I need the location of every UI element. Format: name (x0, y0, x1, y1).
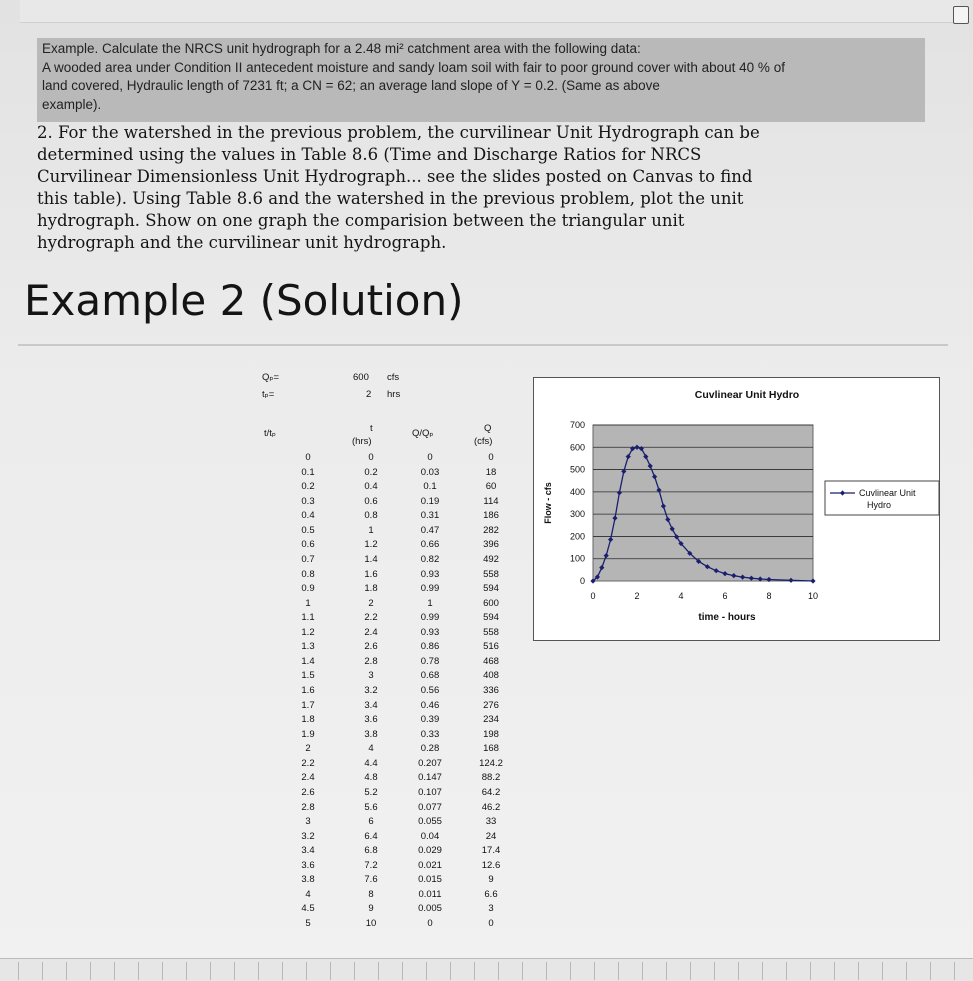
qp-unit: cfs (387, 372, 400, 383)
problem-line-1: 2. For the watershed in the previous problem, the curvilinear Unit Hydrograph can be (37, 123, 760, 142)
cell-q-cfs: 46.2 (481, 801, 501, 813)
strip-divider (930, 962, 931, 980)
cell-q-cfs: 0 (488, 452, 494, 463)
cell-t-over-tp: 3 (305, 816, 311, 828)
cell-t-over-tp: 0.4 (301, 510, 315, 522)
cell-q-over-qp: 0.47 (420, 524, 440, 536)
cell-t-hrs: 4.4 (364, 757, 378, 769)
cell-t-over-tp: 4 (305, 888, 311, 900)
cell-t-hrs: 9 (368, 903, 374, 915)
column-q-cfs (461, 451, 521, 932)
cell-t-hrs: 1.4 (364, 553, 378, 565)
cell-t-over-tp: 2.8 (301, 801, 315, 813)
y-tick-label: 700 (569, 420, 585, 430)
header-q-ratio: Q/Qₚ (412, 428, 434, 439)
cell-t-hrs: 6.8 (364, 845, 378, 857)
bottom-strip (0, 958, 973, 981)
cell-t-hrs: 1.6 (364, 568, 378, 580)
cell-q-over-qp: 0.021 (418, 859, 442, 871)
cell-q-over-qp: 0.86 (420, 641, 440, 653)
cell-t-hrs: 5.6 (364, 801, 378, 813)
strip-divider (114, 962, 115, 980)
cell-t-over-tp: 3.6 (301, 859, 315, 871)
cell-t-over-tp: 1.9 (301, 728, 315, 740)
cell-t-hrs: 2.6 (364, 641, 378, 653)
strip-divider (402, 962, 403, 980)
cell-t-hrs: 3.6 (364, 714, 378, 726)
x-tick-label: 0 (590, 591, 596, 601)
problem-line-2: determined using the values in Table 8.6 (Time and Discharge Ratios for NRCS (37, 145, 702, 164)
strip-divider (378, 962, 379, 980)
cell-q-over-qp: 0.99 (420, 612, 440, 624)
cell-t-over-tp: 1 (305, 597, 311, 609)
plot-area (593, 425, 813, 581)
cell-q-over-qp: 0.107 (418, 786, 442, 798)
cell-q-cfs: 60 (485, 481, 497, 493)
tp-label: tₚ= (262, 389, 275, 400)
cell-q-cfs: 124.2 (479, 757, 503, 769)
cell-t-hrs: 2.4 (364, 626, 378, 638)
cell-q-over-qp: 1 (427, 597, 433, 609)
cell-t-hrs: 1.2 (364, 539, 378, 551)
cell-t-over-tp: 1.8 (301, 714, 315, 726)
cell-t-over-tp: 3.2 (301, 830, 315, 842)
cell-q-over-qp: 0.077 (418, 801, 442, 813)
cell-q-over-qp: 0.207 (418, 757, 442, 769)
cell-t-over-tp: 2.6 (301, 786, 315, 798)
example-statement (42, 40, 922, 114)
cell-q-over-qp: 0.39 (420, 714, 440, 726)
top-toolbar-strip (20, 0, 960, 23)
cell-q-cfs: 114 (483, 495, 499, 507)
y-tick-label: 300 (569, 509, 585, 520)
strip-divider (522, 962, 523, 980)
example-line-2: A wooded area under Condition II antecedent moisture and sandy loam soil with fair to poor ground cover with about 40 % of (42, 59, 785, 75)
cell-t-over-tp: 4.5 (301, 903, 315, 915)
cell-q-over-qp: 0.1 (423, 481, 437, 493)
cell-t-hrs: 8 (368, 888, 374, 900)
strip-divider (642, 962, 643, 980)
strip-divider (690, 962, 691, 980)
problem-line-4: this table). Using Table 8.6 and the watershed in the previous problem, plot the unit (37, 189, 744, 208)
cell-t-over-tp: 1.5 (301, 670, 315, 682)
cell-q-over-qp: 0.68 (420, 670, 440, 682)
cell-t-hrs: 0.2 (364, 466, 378, 478)
cell-q-cfs: 468 (483, 655, 499, 667)
strip-divider (882, 962, 883, 980)
cell-q-over-qp: 0.66 (420, 539, 440, 551)
problem-line-6: hydrograph and the curvilinear unit hydrograph. (37, 233, 447, 252)
cell-t-hrs: 7.6 (364, 874, 378, 886)
strip-divider (162, 962, 163, 980)
strip-divider (762, 962, 763, 980)
cell-t-hrs: 5.2 (364, 786, 378, 798)
cell-t-over-tp: 1.1 (301, 612, 315, 624)
cell-q-over-qp: 0.56 (420, 685, 440, 696)
cell-q-over-qp: 0.82 (420, 553, 440, 565)
cell-q-cfs: 234 (483, 714, 499, 726)
cell-t-over-tp: 0.5 (301, 524, 315, 536)
cell-q-over-qp: 0.93 (420, 626, 440, 638)
cell-q-cfs: 9 (488, 874, 494, 886)
cell-t-hrs: 6 (368, 816, 374, 828)
strip-divider (138, 962, 139, 980)
page-icon (953, 6, 969, 24)
cell-q-over-qp: 0.78 (420, 655, 440, 667)
strip-divider (714, 962, 715, 980)
strip-divider (498, 962, 499, 980)
x-tick-label: 8 (766, 591, 772, 601)
strip-divider (810, 962, 811, 980)
strip-divider (570, 962, 571, 980)
chart-title: Cuvlinear Unit Hydro (694, 389, 800, 401)
cell-q-over-qp: 0.147 (418, 772, 442, 784)
header-q: Q (484, 423, 492, 434)
header-q-unit: (cfs) (474, 436, 493, 447)
cell-t-hrs: 0.8 (364, 510, 378, 522)
cell-t-over-tp: 1.6 (301, 685, 315, 696)
strip-divider (546, 962, 547, 980)
example-line-1: Example. Calculate the NRCS unit hydrograph for a 2.48 mi² catchment area with the following data: (42, 41, 641, 56)
y-tick-label: 500 (569, 464, 585, 475)
x-axis-label: time - hours (698, 612, 756, 623)
cell-q-cfs: 516 (483, 641, 499, 653)
cell-q-over-qp: 0.28 (420, 743, 440, 755)
y-tick-label: 400 (569, 486, 585, 497)
cell-t-over-tp: 0.7 (301, 553, 315, 565)
cell-t-over-tp: 1.3 (301, 641, 315, 653)
cell-q-cfs: 594 (483, 583, 499, 595)
cell-t-hrs: 7.2 (364, 859, 378, 871)
cell-t-hrs: 2.8 (364, 655, 378, 667)
cell-q-over-qp: 0 (427, 918, 433, 929)
cell-t-over-tp: 1.2 (301, 626, 315, 638)
cell-q-over-qp: 0.005 (418, 903, 442, 915)
cell-t-over-tp: 2.2 (301, 757, 315, 769)
strip-divider (90, 962, 91, 980)
cell-t-over-tp: 0.3 (301, 495, 315, 507)
strip-divider (234, 962, 235, 980)
example-line-3: land covered, Hydraulic length of 7231 ft; a CN = 62; an average land slope of Y = 0.2. (Same as above (42, 78, 660, 93)
cell-t-over-tp: 2 (305, 743, 311, 755)
strip-divider (330, 962, 331, 980)
cell-q-cfs: 88.2 (481, 772, 501, 784)
legend-label: Cuvlinear Unit (859, 488, 916, 498)
cell-q-cfs: 558 (483, 568, 499, 580)
header-t: t (370, 423, 373, 434)
cell-q-cfs: 0 (488, 918, 494, 929)
y-tick-label: 600 (569, 442, 585, 453)
strip-divider (618, 962, 619, 980)
cell-q-over-qp: 0.93 (420, 568, 440, 580)
cell-q-cfs: 336 (483, 685, 499, 696)
strip-divider (426, 962, 427, 980)
strip-divider (834, 962, 835, 980)
qp-label: Qₚ= (262, 372, 280, 383)
cell-q-over-qp: 0 (427, 452, 433, 463)
column-q-over-qp (400, 451, 460, 932)
column-t-hrs (341, 451, 401, 932)
y-axis-label: Flow - cfs (543, 482, 553, 524)
cell-q-over-qp: 0.33 (420, 728, 440, 740)
cell-q-over-qp: 0.19 (420, 495, 440, 507)
cell-q-cfs: 6.6 (484, 888, 498, 900)
cell-t-over-tp: 0.9 (301, 583, 315, 595)
legend-label: Hydro (867, 500, 892, 510)
header-t-unit: (hrs) (352, 436, 372, 447)
cell-q-over-qp: 0.31 (420, 510, 440, 522)
cell-q-over-qp: 0.015 (418, 874, 442, 886)
cell-t-over-tp: 0.6 (301, 539, 315, 551)
cell-t-over-tp: 3.8 (301, 874, 315, 886)
problem-statement (37, 122, 917, 254)
x-tick-label: 2 (634, 591, 640, 601)
cell-q-over-qp: 0.46 (420, 699, 440, 711)
slide-divider (18, 344, 948, 346)
y-tick-label: 100 (569, 553, 585, 564)
cell-q-cfs: 198 (483, 728, 499, 740)
cell-q-over-qp: 0.055 (418, 816, 442, 828)
y-tick-label: 0 (579, 576, 585, 586)
cell-q-cfs: 558 (483, 626, 499, 638)
x-tick-label: 10 (807, 591, 819, 601)
strip-divider (666, 962, 667, 980)
cell-q-cfs: 396 (483, 539, 499, 551)
cell-q-cfs: 17.4 (481, 845, 501, 857)
qp-value: 600 (353, 372, 369, 383)
cell-q-cfs: 408 (483, 670, 499, 682)
cell-t-hrs: 6.4 (364, 830, 378, 842)
strip-divider (738, 962, 739, 980)
strip-divider (282, 962, 283, 980)
strip-divider (18, 962, 19, 980)
x-tick-label: 6 (722, 591, 728, 601)
cell-t-hrs: 2 (368, 597, 374, 609)
tp-value: 2 (366, 389, 372, 400)
cell-q-over-qp: 0.99 (420, 583, 440, 595)
cell-q-over-qp: 0.04 (420, 830, 440, 842)
header-t-ratio: t/tₚ (264, 428, 276, 439)
cell-q-over-qp: 0.029 (418, 845, 442, 857)
cell-t-hrs: 4.8 (364, 772, 378, 784)
cell-t-over-tp: 0 (305, 452, 311, 463)
cell-q-cfs: 276 (483, 699, 499, 711)
cell-t-hrs: 1.8 (364, 583, 378, 595)
x-tick-label: 4 (678, 591, 684, 601)
cell-q-cfs: 600 (483, 597, 499, 609)
cell-t-over-tp: 3.4 (301, 845, 315, 857)
strip-divider (858, 962, 859, 980)
problem-line-5: hydrograph. Show on one graph the comparision between the triangular unit (37, 211, 685, 230)
cell-t-over-tp: 0.2 (301, 481, 315, 493)
problem-line-3: Curvilinear Dimensionless Unit Hydrograph... see the slides posted on Canvas to find (37, 167, 753, 186)
cell-q-cfs: 492 (483, 553, 499, 565)
cell-t-over-tp: 0.8 (301, 568, 315, 580)
solution-title: Example 2 (Solution) (24, 276, 464, 325)
curvilinear-hydrograph-chart (533, 377, 940, 641)
cell-q-cfs: 18 (485, 466, 497, 478)
column-t-over-tp (278, 451, 338, 932)
cell-t-hrs: 1 (368, 524, 374, 536)
strip-divider (306, 962, 307, 980)
cell-t-over-tp: 1.7 (301, 699, 315, 711)
cell-q-cfs: 186 (483, 510, 499, 522)
cell-t-over-tp: 1.4 (301, 655, 315, 667)
strip-divider (354, 962, 355, 980)
cell-q-cfs: 282 (483, 524, 499, 536)
strip-divider (786, 962, 787, 980)
strip-divider (954, 962, 955, 980)
cell-q-cfs: 168 (483, 743, 499, 755)
cell-q-over-qp: 0.03 (420, 466, 440, 478)
strip-divider (186, 962, 187, 980)
cell-q-cfs: 24 (485, 830, 497, 842)
strip-divider (258, 962, 259, 980)
strip-divider (474, 962, 475, 980)
cell-t-hrs: 3.2 (364, 685, 378, 696)
cell-t-hrs: 3 (368, 670, 374, 682)
strip-divider (450, 962, 451, 980)
cell-q-cfs: 3 (488, 903, 494, 915)
cell-t-over-tp: 5 (305, 918, 311, 929)
cell-q-cfs: 12.6 (481, 859, 501, 871)
cell-t-hrs: 0 (368, 452, 374, 463)
cell-t-over-tp: 0.1 (301, 466, 315, 478)
cell-t-over-tp: 2.4 (301, 772, 315, 784)
tp-unit: hrs (387, 389, 401, 400)
strip-divider (210, 962, 211, 980)
cell-t-hrs: 10 (365, 918, 377, 929)
cell-t-hrs: 0.6 (364, 495, 378, 507)
cell-t-hrs: 3.8 (364, 728, 378, 740)
example-line-4: example). (42, 96, 102, 112)
strip-divider (66, 962, 67, 980)
cell-t-hrs: 4 (368, 743, 374, 755)
strip-divider (594, 962, 595, 980)
cell-t-hrs: 2.2 (364, 612, 378, 624)
cell-t-hrs: 0.4 (364, 481, 378, 493)
strip-divider (42, 962, 43, 980)
cell-t-hrs: 3.4 (364, 699, 378, 711)
cell-q-cfs: 64.2 (481, 786, 501, 798)
cell-q-over-qp: 0.011 (418, 888, 442, 900)
cell-q-cfs: 594 (483, 612, 499, 624)
y-tick-label: 200 (569, 531, 585, 542)
strip-divider (906, 962, 907, 980)
cell-q-cfs: 33 (485, 816, 497, 828)
